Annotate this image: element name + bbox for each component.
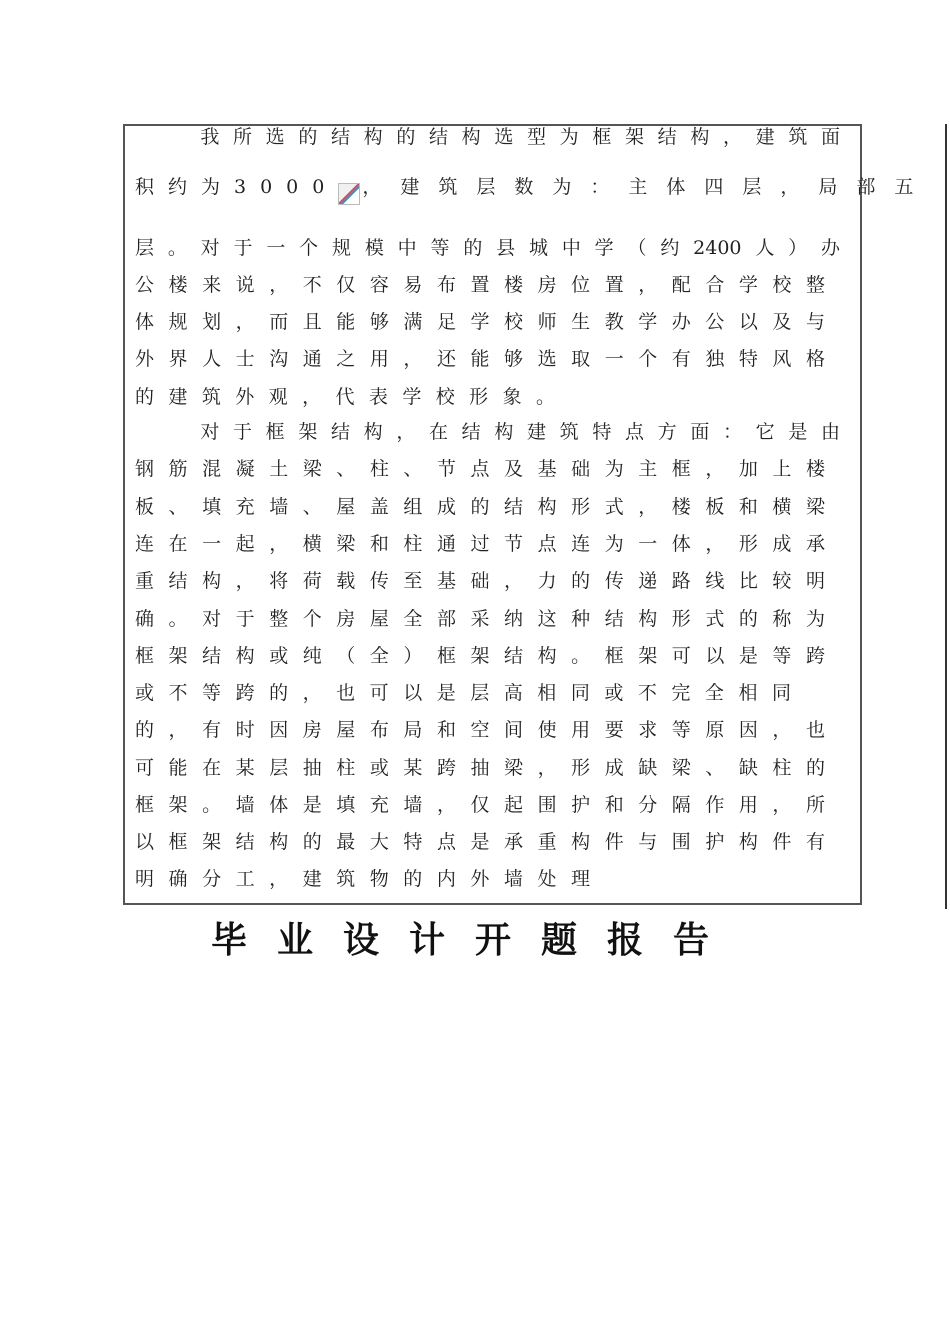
text-line: 体规划，而且能够满足学校师生教学办公以及与: [135, 311, 825, 333]
page-title: 毕业设计开题报告: [210, 920, 739, 961]
text-segment: ，建筑层数为：主体四层，局部五: [362, 176, 933, 198]
text-line: 确。对于整个房屋全部采纳这种结构形式的称为: [135, 608, 825, 630]
broken-image-icon: [338, 183, 360, 205]
text-line: 框架结构或纯（全）框架结构。框架可以是等跨: [135, 645, 825, 667]
text-line: 板、填充墙、屋盖组成的结构形式，楼板和横梁: [135, 496, 825, 518]
text-line: 对于框架结构，在结构建筑特点方面：它是由: [135, 421, 840, 443]
text-line: 以框架结构的最大特点是承重构件与围护构件有: [135, 831, 825, 853]
text-line: 可能在某层抽柱或某跨抽梁，形成缺梁、缺柱的: [135, 757, 825, 779]
text-line-with-image: [135, 174, 933, 200]
page-edge-rule: [945, 124, 947, 909]
text-line: 或不等跨的，也可以是层高相同或不完全相同: [135, 682, 791, 704]
text-line: 层。对于一个规模中等的县城中学（约2400人）办: [135, 237, 840, 259]
text-line: 连在一起，横梁和柱通过节点连为一体，形成承: [135, 533, 825, 555]
text-line: 重结构，将荷载传至基础，力的传递路线比较明: [135, 570, 825, 592]
text-segment: 积约为3000: [135, 176, 339, 198]
text-line: 的，有时因房屋布局和空间使用要求等原因，也: [135, 719, 825, 741]
text-line: 外界人士沟通之用，还能够选取一个有独特风格: [135, 348, 825, 370]
text-line: 明确分工，建筑物的内外墙处理: [135, 868, 590, 890]
text-line: 框架。墙体是填充墙，仅起围护和分隔作用，所: [135, 794, 825, 816]
text-line: 钢筋混凝土梁、柱、节点及基础为主框，加上楼: [135, 458, 825, 480]
text-line: 公楼来说，不仅容易布置楼房位置，配合学校整: [135, 274, 825, 296]
text-line: 我所选的结构的结构选型为框架结构，建筑面: [135, 126, 840, 148]
text-line: 的建筑外观，代表学校形象。: [135, 386, 555, 408]
